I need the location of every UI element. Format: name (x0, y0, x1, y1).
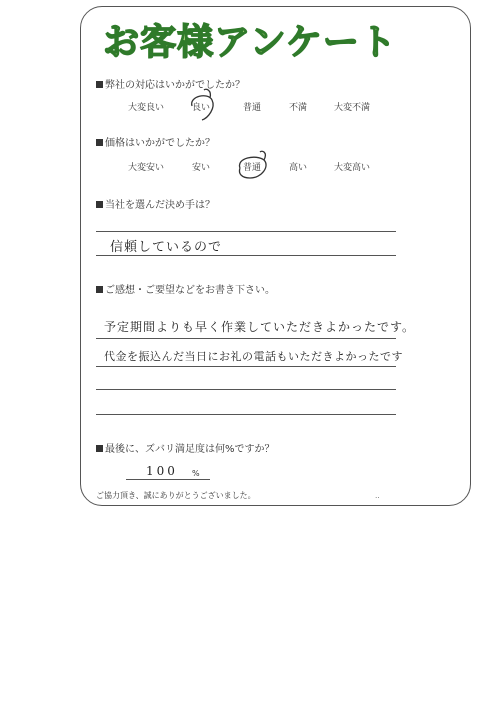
answer-line (96, 231, 396, 232)
q2-option-1: 大変安い (128, 163, 165, 173)
question-5: 最後に、ズバリ満足度は何%ですか？ (96, 440, 275, 455)
question-4: ご感想・ご要望などをお書き下さい。 (96, 281, 275, 296)
question-2: 価格はいかがでしたか？ (96, 134, 215, 149)
answer-line (126, 479, 210, 480)
q1-option-1: 大変良い (128, 103, 165, 113)
percent-unit: % (192, 469, 200, 478)
footer-mark: ‥ (375, 492, 380, 500)
q5-handwritten-answer: 100 (146, 464, 178, 478)
question-3: 当社を選んだ決め手は？ (96, 196, 215, 211)
q2-option-3: 普通 (243, 163, 262, 173)
bullet-square-icon (96, 81, 103, 88)
q2-option-4: 高い (289, 163, 308, 173)
bullet-square-icon (96, 445, 103, 452)
answer-line (96, 414, 396, 415)
bullet-square-icon (96, 139, 103, 146)
q3-handwritten-answer: 信頼しているので (110, 240, 223, 255)
q2-option-2: 安い (192, 163, 211, 173)
q1-option-5: 大変不満 (334, 103, 371, 113)
survey-title: お客様アンケート (103, 22, 397, 63)
answer-line (96, 338, 396, 339)
thanks-message: ご協力頂き、誠にありがとうございました。 (96, 491, 256, 500)
q2-option-5: 大変高い (334, 163, 371, 173)
bullet-square-icon (96, 286, 103, 293)
q1-selection-circle (186, 88, 218, 122)
answer-line (96, 255, 396, 256)
q1-option-3: 普通 (243, 103, 262, 113)
answer-line (96, 366, 396, 367)
question-1: 弊社の対応はいかがでしたか？ (96, 76, 245, 91)
q4-handwritten-line-1: 予定期間よりも早く作業していただきよかったです。 (104, 320, 416, 334)
bullet-square-icon (96, 201, 103, 208)
q2-selection-circle (234, 148, 274, 184)
q4-handwritten-line-2: 代金を振込んだ当日にお礼の電話もいただきよかったです (104, 350, 403, 363)
answer-line (96, 389, 396, 390)
q1-option-2: 良い (192, 103, 211, 113)
q1-option-4: 不満 (289, 103, 308, 113)
